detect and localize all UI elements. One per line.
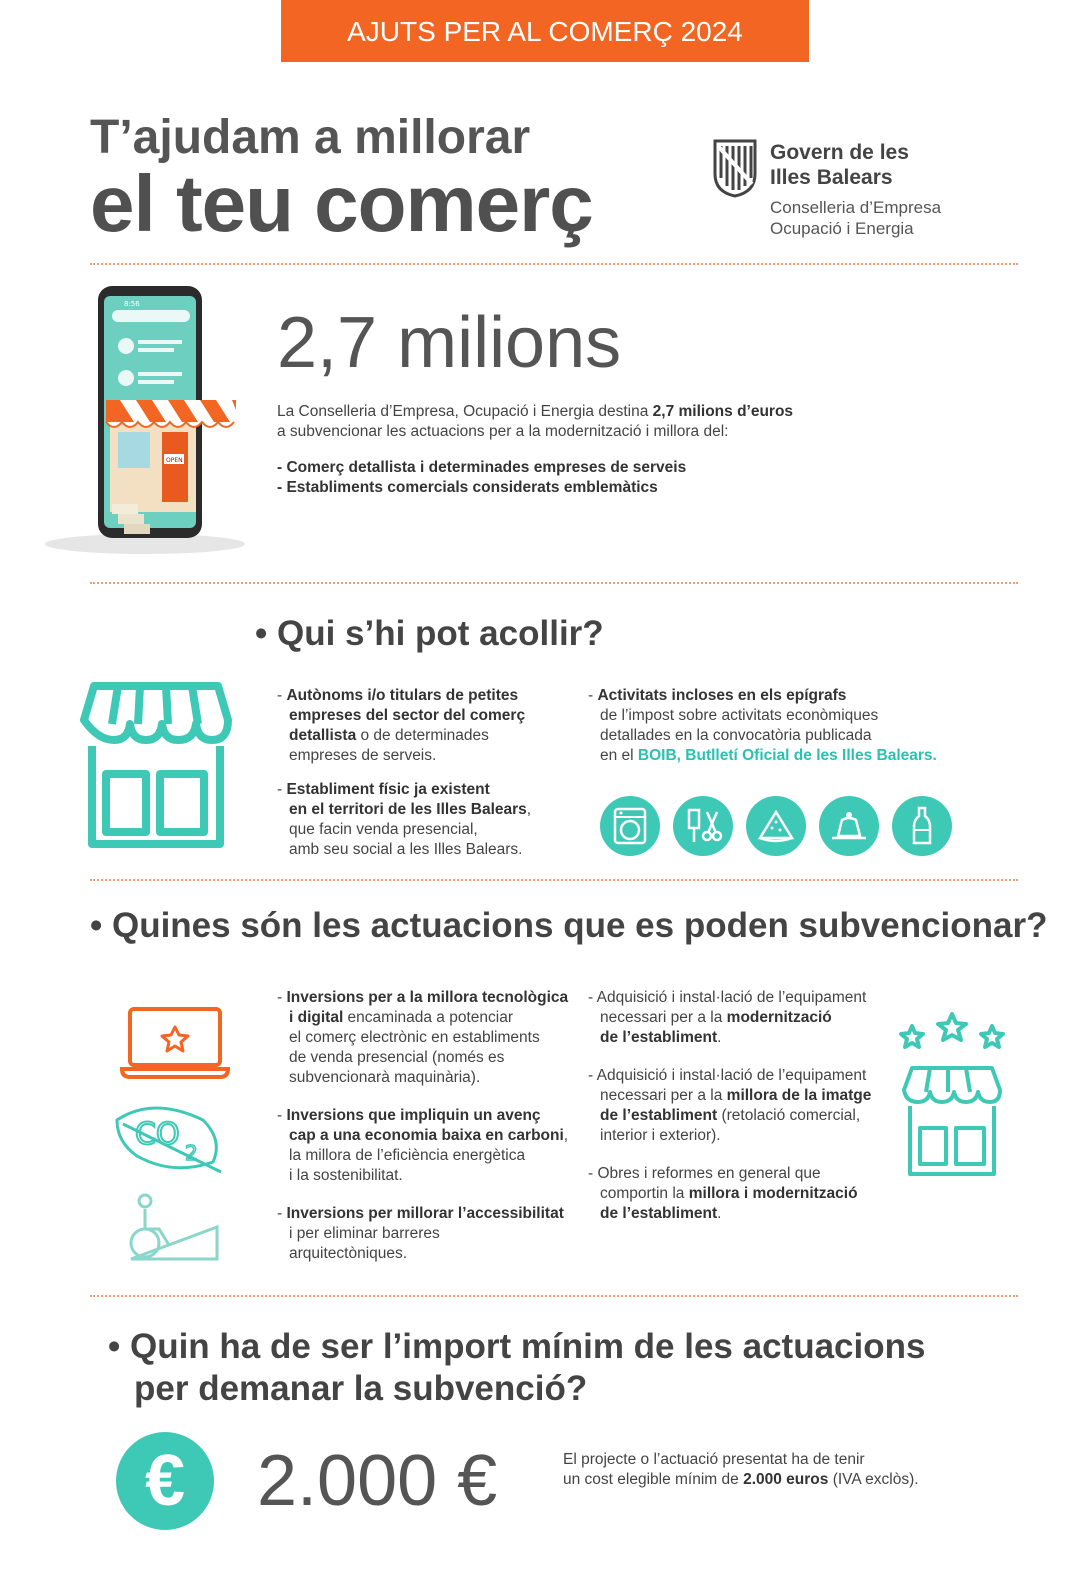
shop-sign: OPEN [166, 457, 183, 464]
pudding-icon [819, 796, 879, 856]
budget-intro: La Conselleria d’Empresa, Ocupació i Energia destina 2,7 milions d’euros a subvencionar les actuacions per a la modernització i millora del: [277, 403, 794, 440]
govern-department: Conselleria d’Empresa Ocupació i Energia [770, 198, 942, 238]
co2-subscript: 2 [185, 1141, 198, 1165]
budget-list [277, 458, 686, 498]
action-item-image: - Adquisició i instal·lació de l’equipament necessari per a la millora de la imatge de l’establiment (retolació comercial, interior i exterior). [588, 1067, 872, 1144]
laptop-icon [120, 1005, 230, 1081]
divider [90, 263, 1018, 265]
divider [90, 879, 1018, 881]
co2-label: CO [135, 1117, 180, 1152]
bottle-icon [892, 796, 952, 856]
watermelon-icon [746, 796, 806, 856]
co2-leaf-icon [113, 1100, 225, 1176]
washing-machine-icon [600, 796, 660, 856]
hair-tools-icon [673, 796, 733, 856]
govern-name: Govern de les Illes Balears [770, 141, 909, 189]
action-item-modernization: - Adquisició i instal·lació de l’equipament necessari per a la modernització de l’establiment. [588, 989, 867, 1046]
top-banner: AJUTS PER AL COMERÇ 2024 [281, 0, 809, 62]
section-heading-minimum: • Quin ha de ser l’import mínim de les actuacions per demanar la subvenció? [108, 1327, 926, 1408]
divider [90, 1295, 1018, 1297]
list-item: - Comerç detallista i determinades empreses de serveis [277, 459, 687, 476]
govern-logo-icon [712, 138, 758, 198]
action-item-technology: - Inversions per a la millora tecnològica i digital encaminada a potenciar el comerç electrònic en establiments de venda presencial (només es subvencionarà maquinària). [277, 989, 569, 1086]
phone-shop-illustration-icon [40, 282, 250, 562]
action-item-carbon: - Inversions que impliquin un avenç cap a una economia baixa en carboni, la millora de l’eficiència energètica i la sostenibilitat. [277, 1107, 569, 1184]
starred-shop-icon [896, 1010, 1008, 1180]
budget-amount: 2,7 milions [277, 303, 622, 383]
eligibility-item-2: - Establiment físic ja existent en el territori de les Illes Balears, que facin venda presencial, amb seu social a les Illes Balears. [277, 781, 532, 858]
euro-icon: € [116, 1432, 214, 1530]
eligibility-item-1: - Autònoms i/o titulars de petites empreses del sector del comerç detallista o de determinades empreses de serveis. [277, 687, 526, 764]
action-item-works: - Obres i reformes en general que comportin la millora i modernització de l’establiment. [588, 1165, 858, 1222]
minimum-description: El projecte o l’actuació presentat ha de tenir un cost elegible mínim de 2.000 euros (IVA exclòs). [563, 1451, 919, 1488]
action-item-accessibility: - Inversions per millorar l’accessibilitat i per eliminar barreres arquitectòniques. [277, 1205, 564, 1262]
divider [90, 582, 1018, 584]
phone-time: 8:56 [124, 300, 140, 308]
section-heading-actions: • Quines són les actuacions que es poden subvencionar? [90, 906, 1048, 945]
accessibility-ramp-icon [125, 1193, 221, 1263]
shop-outline-icon [80, 680, 232, 850]
minimum-amount: 2.000 € [257, 1441, 498, 1521]
list-item: - Establiments comercials considerats emblemàtics [277, 479, 658, 496]
page-title-line2: el teu comerç [90, 159, 593, 248]
section-heading-eligibility: • Qui s’hi pot acollir? [255, 614, 604, 653]
eligibility-item-3: - Activitats incloses en els epígrafs de l’impost sobre activitats econòmiques detallades en la convocatòria publicada en el BOIB, Butlletí Oficial de les Illes Balears. [588, 687, 937, 764]
page-title-line1: T’ajudam a millorar [90, 111, 531, 164]
